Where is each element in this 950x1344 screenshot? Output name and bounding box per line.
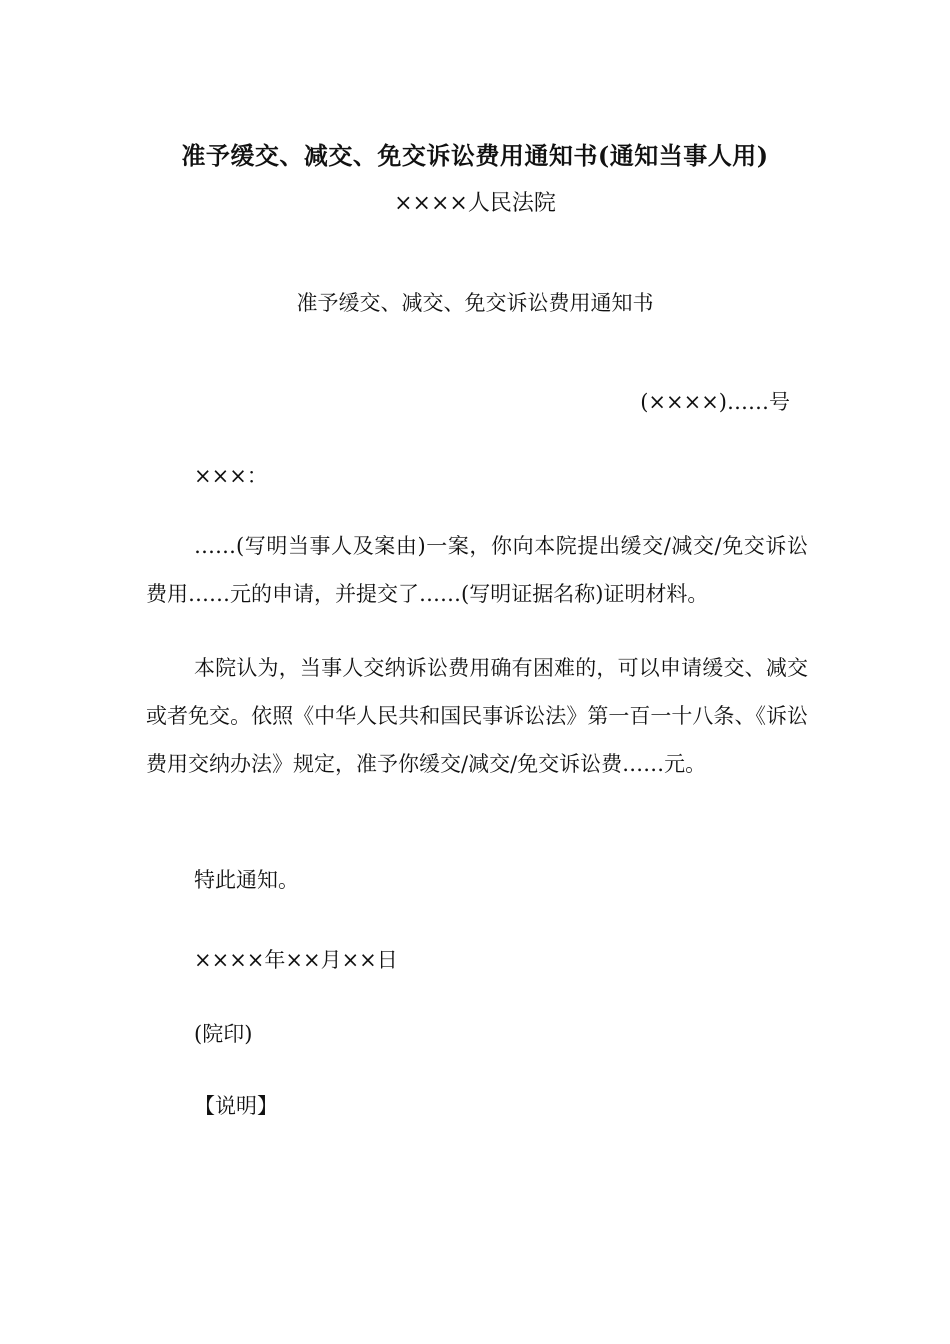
body-paragraph-decision: 本院认为，当事人交纳诉讼费用确有困难的，可以申请缓交、减交或者免交。依照《中华人民共和国民事诉讼法》第一百一十八条、《诉讼费用交纳办法》规定，准予你缓交/减交/免交诉讼费……元。 <box>146 656 808 776</box>
court-seal-placeholder: (院印) <box>194 1022 253 1046</box>
body-paragraph-application: ……(写明当事人及案由)一案，你向本院提出缓交/减交/免交诉讼费用……元的申请，并提交了……(写明证据名称)证明材料。 <box>146 534 808 606</box>
case-number: (××××)……号 <box>640 390 790 414</box>
court-name: ××××人民法院 <box>394 191 556 216</box>
issue-date: ××××年××月××日 <box>194 948 398 972</box>
note-heading: 【说明】 <box>194 1094 278 1118</box>
document-title: 准予缓交、减交、免交诉讼费用通知书(通知当事人用) <box>181 141 769 170</box>
notice-name: 准予缓交、减交、免交诉讼费用通知书 <box>296 291 654 315</box>
addressee: ×××： <box>194 464 268 488</box>
closing-remark: 特此通知。 <box>194 868 299 892</box>
